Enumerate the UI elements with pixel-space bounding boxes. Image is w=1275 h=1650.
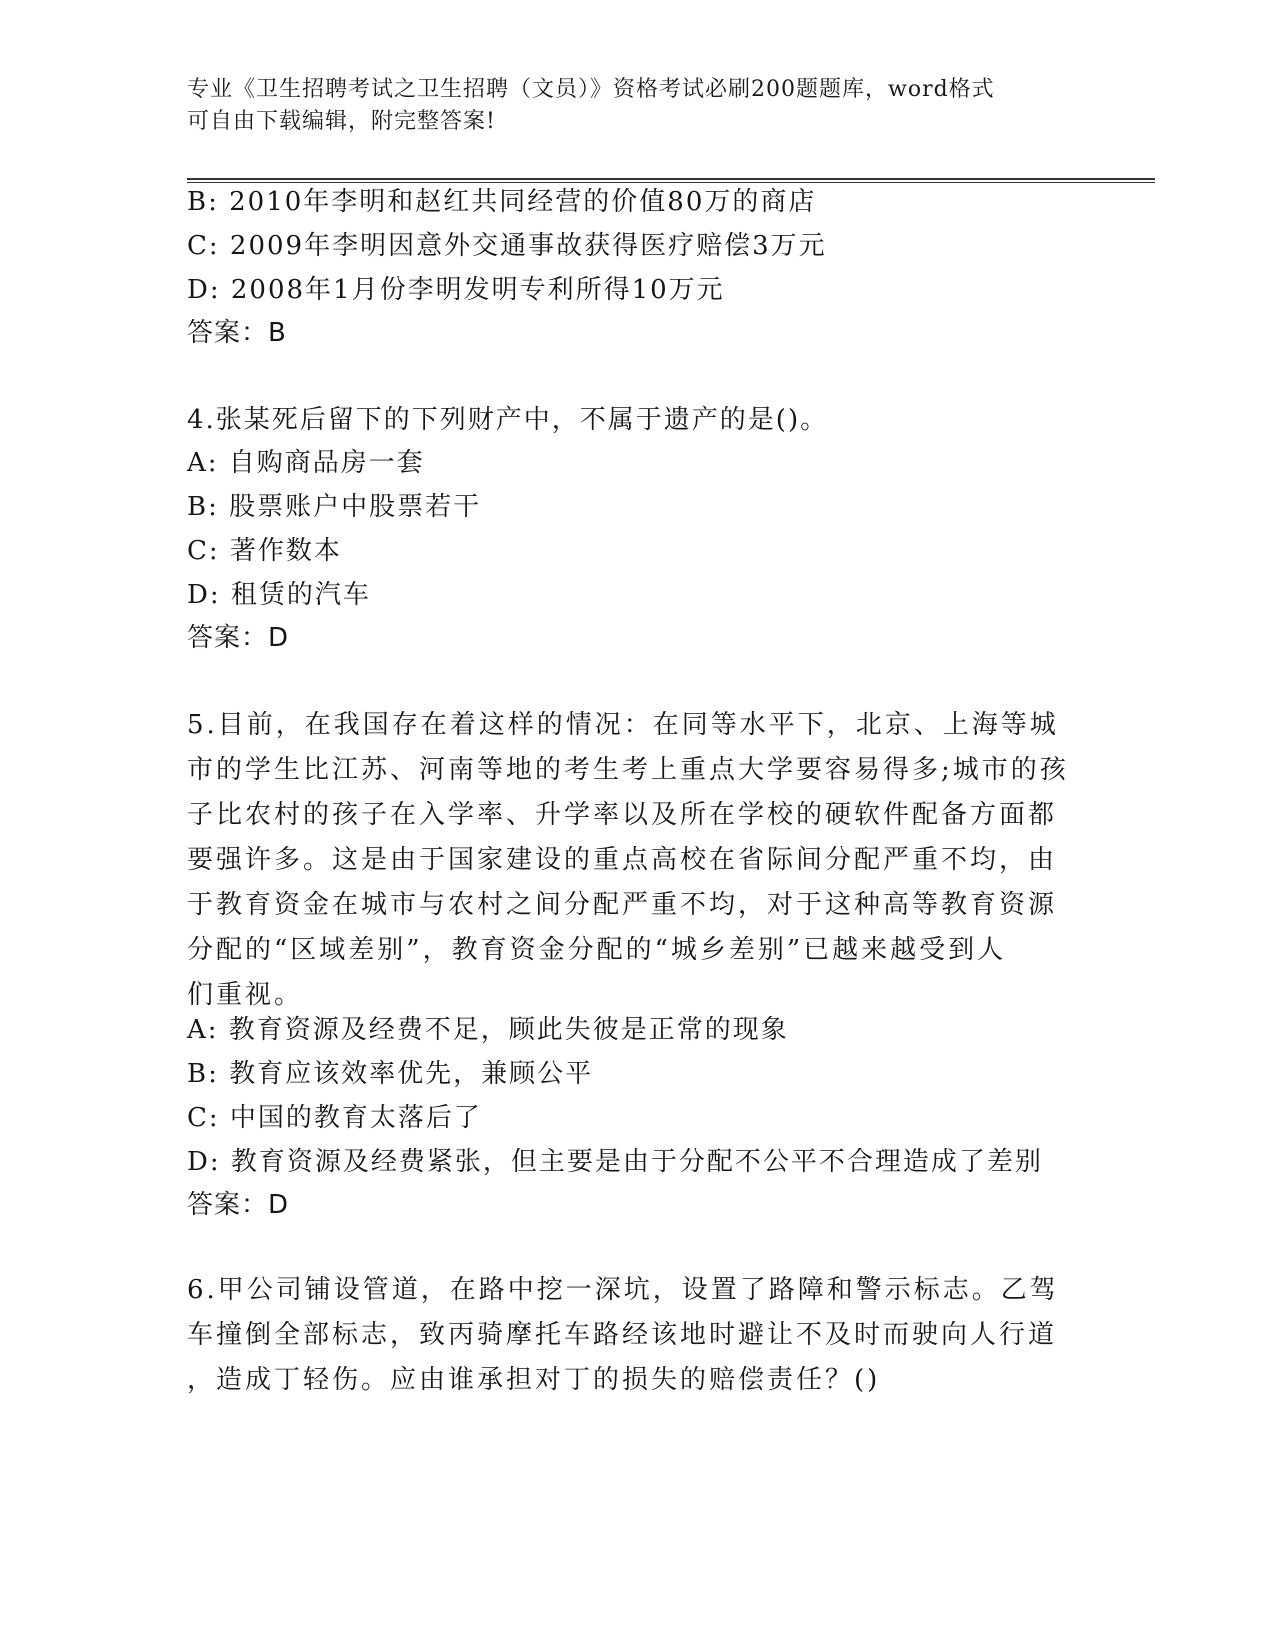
q3-answer: 答案：B — [187, 318, 287, 348]
q6-stem — [187, 1268, 1067, 1403]
q4-stem: 4.张某死后留下的下列财产中，不属于遗产的是()。 — [187, 405, 829, 435]
q5-stem-line: 市的学生比江苏、河南等地的考生考上重点大学要容易得多;城市的孩 — [187, 755, 1069, 785]
header-title-line-1: 专业《卫生招聘考试之卫生招聘（文员）》资格考试必刷200题题库，word格式 — [187, 77, 995, 102]
q6-stem-line: 车撞倒全部标志，致丙骑摩托车路经该地时避让不及时而驶向人行道 — [187, 1320, 1058, 1350]
q4-answer: 答案：D — [187, 623, 290, 653]
q3-option-d: D: 2008年1月份李明发明专利所得10万元 — [187, 275, 725, 305]
q4-option-d: D: 租赁的汽车 — [187, 580, 371, 610]
q5-stem-line: 们重视。 — [187, 980, 304, 1010]
q5-stem-line: 5.目前，在我国存在着这样的情况：在同等水平下，北京、上海等城 — [187, 710, 1059, 740]
page-header — [187, 74, 1087, 138]
q5-stem — [187, 703, 1067, 1018]
q4-option-c: C: 著作数本 — [187, 536, 342, 566]
q3-option-c: C: 2009年李明因意外交通事故获得医疗赔偿3万元 — [187, 231, 827, 261]
q5-stem-line: 于教育资金在城市与农村之间分配严重不均，对于这种高等教育资源 — [187, 890, 1058, 920]
q5-option-a: A: 教育资源及经费不足，顾此失彼是正常的现象 — [187, 1015, 789, 1045]
q3-option-b: B: 2010年李明和赵红共同经营的价值80万的商店 — [187, 187, 817, 217]
q5-option-c: C: 中国的教育太落后了 — [187, 1103, 482, 1133]
q5-stem-line: 子比农村的孩子在入学率、升学率以及所在学校的硬软件配备方面都 — [187, 800, 1058, 830]
q5-option-d: D: 教育资源及经费紧张，但主要是由于分配不公平不合理造成了差别 — [187, 1147, 1043, 1177]
header-title-line-2: 可自由下载编辑，附完整答案! — [187, 109, 496, 134]
q6-stem-line: 6.甲公司铺设管道，在路中挖一深坑，设置了路障和警示标志。乙驾 — [187, 1275, 1059, 1305]
q5-answer: 答案：D — [187, 1190, 290, 1220]
q5-stem-line: 要强许多。这是由于国家建设的重点高校在省际间分配严重不均，由 — [187, 845, 1058, 875]
q4-option-a: A: 自购商品房一套 — [187, 448, 425, 478]
q6-stem-line: ，造成丁轻伤。应由谁承担对丁的损失的赔偿责任？() — [187, 1365, 881, 1395]
q5-option-b: B: 教育应该效率优先，兼顾公平 — [187, 1059, 594, 1089]
q5-stem-line: 分配的“区域差别”，教育资金分配的“城乡差别”已越来越受到人 — [187, 935, 1007, 965]
q4-option-b: B: 股票账户中股票若干 — [187, 492, 482, 522]
